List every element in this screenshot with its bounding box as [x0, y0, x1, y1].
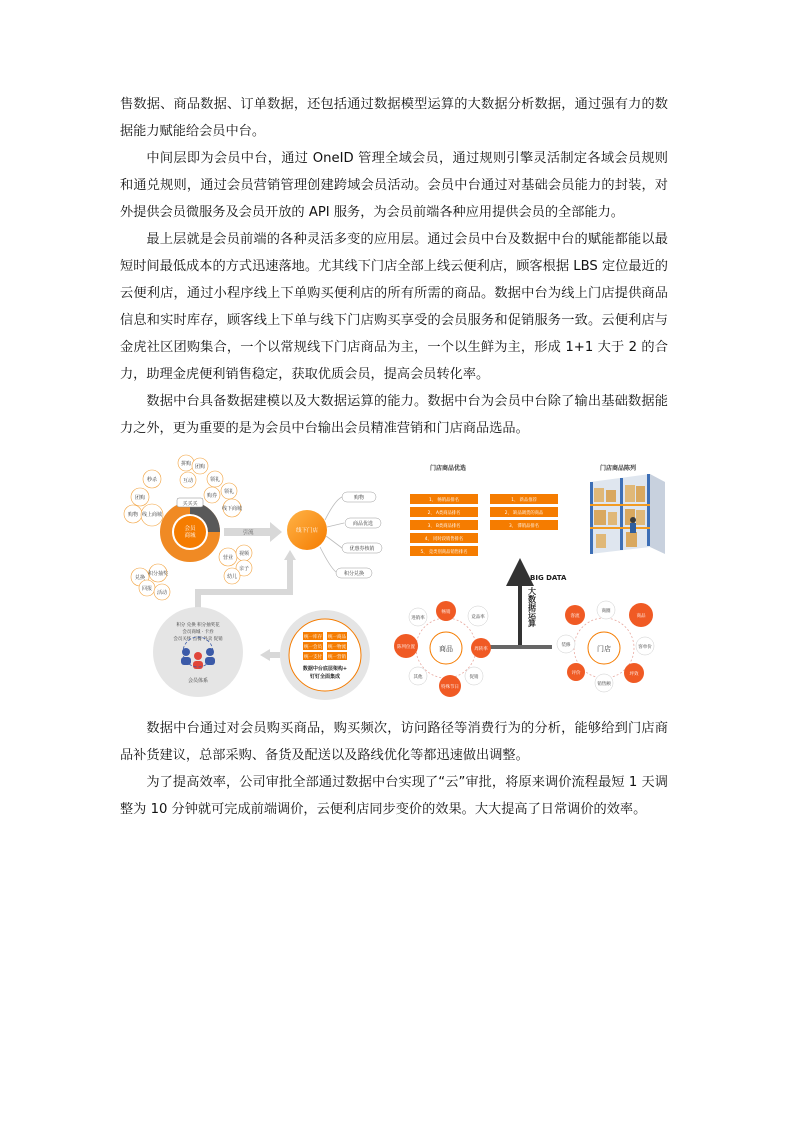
store-node: 商品 [636, 614, 646, 619]
bubble-text: 活动 [156, 590, 168, 596]
optimize-item: 3、 滞销品排名 [509, 524, 539, 529]
store-label: 线下门店 [295, 528, 319, 534]
optimize-item: 4、 同时段销售排名 [424, 537, 464, 542]
ring-label: 买买买 [182, 501, 198, 507]
unify-text: 统一会员 [304, 645, 322, 650]
paragraph-1: 售数据、商品数据、订单数据，还包括通过数据模型运算的大数据分析数据，通过强有力的数据能力赋能给会员中台。 [120, 97, 668, 139]
store-node: 装修 [561, 643, 571, 648]
bubble-text: 线下商城 [221, 506, 243, 512]
bubble-text: 购物 [127, 512, 139, 518]
goods-node: 畅销 [441, 610, 451, 615]
bubble-text: 购券 [206, 493, 218, 499]
unify-text: 统一商品 [328, 635, 346, 640]
bubble-text: 兑换 [134, 575, 146, 581]
text-section-bottom [120, 715, 668, 823]
store-node: 商圈 [601, 609, 611, 614]
core-label: 商城 [184, 533, 196, 539]
member-system-label: 会员体系 [187, 678, 209, 684]
goods-node: 促销 [469, 675, 479, 680]
bubble-text: 积分抽奖 [147, 571, 169, 577]
big-calc-label: 大数据运算 [527, 587, 537, 627]
bubble-text: 秒杀 [146, 477, 158, 483]
bubble-text: 幼儿 [226, 574, 238, 580]
unify-text: 统一物流 [328, 645, 346, 650]
unify-text: 统一库存 [304, 635, 322, 640]
optimize-item: 3、 B类商品排名 [427, 524, 461, 529]
bubble-text: 团购 [134, 495, 146, 501]
goods-node: 周转率 [474, 647, 488, 652]
big-data-diagram [394, 464, 665, 697]
figure-canvas [120, 452, 668, 712]
optimize-item: 2、 缺品调货的商品 [504, 511, 544, 516]
foundation-label: 数据中台底层架构+ [302, 666, 348, 672]
text-section-top [120, 91, 668, 442]
bubble-text: 互动 [182, 478, 194, 484]
member-tags: 会员商城 · 卡券 [182, 630, 214, 635]
unify-text: 统一支付 [304, 655, 322, 660]
bubble-text: 团购 [194, 464, 206, 470]
store-node: 坪效 [629, 672, 639, 677]
member-tags: 会员关怀 点餐 外卖 促销 [173, 637, 223, 642]
member-mall-diagram [124, 455, 382, 700]
store-node: 评价 [571, 671, 581, 676]
data-platform-figure [120, 452, 668, 712]
foundation-label: 钉钉全面集成 [309, 674, 341, 680]
member-tags: 积分 兑换 积分抽奖花 [176, 623, 220, 628]
bubble-text: 营业 [222, 555, 234, 561]
member-mall-core [174, 516, 206, 548]
goods-node: 其他 [413, 675, 423, 680]
goods-node: 竞品率 [471, 615, 485, 620]
optimize-item: 2、 A类商品排名 [427, 511, 461, 516]
goods-node: 陈列位置 [397, 645, 415, 650]
optimize-item: 1、 畅销品排名 [429, 498, 459, 503]
bubble-text: 视频 [238, 551, 250, 557]
big-data-label: BIG DATA [530, 574, 567, 582]
store-node: 销售额 [597, 682, 611, 687]
goods-hub-label: 商品 [439, 645, 453, 653]
arrow-label: 引流 [242, 530, 254, 536]
goods-node: 进销率 [411, 616, 425, 621]
bubble-text: 拼购 [180, 461, 192, 467]
optimize-item: 5、 竞类别商品销售排名 [420, 550, 468, 555]
warehouse-shelf-icon [590, 474, 665, 554]
paragraph-4: 数据中台具备数据建模以及大数据运算的能力。数据中台为会员中台除了输出基础数据能力之外，更为重要的是为会员中台输出会员精准营销和门店商品选品。 [120, 394, 668, 436]
output-text: 优惠券核销 [349, 546, 375, 552]
bubble-text: 回报 [141, 586, 153, 592]
paragraph-5: 数据中台通过对会员购买商品，购买频次，访问路径等消费行为的分析，能够给到门店商品补货建议，总部采购、备货及配送以及路线优化等都迅速做出调整。 [120, 721, 668, 763]
bubble-text: 领礼 [209, 477, 221, 483]
goods-node: 特殊节日 [441, 685, 459, 690]
store-node: 客单价 [638, 645, 652, 650]
bubble-text: 线上商城 [141, 512, 163, 518]
paragraph-6: 为了提高效率，公司审批全部通过数据中台实现了“云”审批，将原来调价流程最短 1 天调整为 10 分钟就可完成前端调价，云便利店同步变价的效果。大大提高了日常调价的效率。 [120, 775, 668, 817]
output-text: 商品优选 [352, 521, 374, 527]
optimize-title: 门店商品优选 [429, 465, 467, 472]
store-node: 客流 [570, 614, 580, 619]
core-label: 会员 [184, 526, 196, 532]
store-hub-label: 门店 [597, 645, 611, 653]
paragraph-2: 中间层即为会员中台，通过 OneID 管理全域会员，通过规则引擎灵活制定各域会员规则和通兑规则，通过会员营销管理创建跨域会员活动。会员中台通过对基础会员能力的封装，对外提供会员微服务及会员开放的 API 服务，为会员前端各种应用提供会员的全部能力。 [120, 151, 668, 220]
optimize-item: 1、 新品推荐 [511, 498, 537, 503]
bubble-text: 亲子 [238, 566, 250, 572]
display-title: 门店商品陈列 [599, 465, 637, 472]
output-text: 积分兑换 [343, 571, 365, 577]
output-text: 购物 [353, 495, 365, 501]
paragraph-3: 最上层就是会员前端的各种灵活多变的应用层。通过会员中台及数据中台的赋能都能以最短时间最低成本的方式迅速落地。尤其线下门店全部上线云便利店，顾客根据 LBS 定位最近的云便利店，通过小程序线上下单购买便利店的所有所需的商品。数据中台为线上门店提供商品信息和实时库存，顾客线上下单与线下门店购买享受的会员服务和促销服务一致。云便利店与金虎社区团购集合，一个以常规线下门店商品为主，一个以生鲜为主，形成 1+1 大于 2 的合力，助理金虎便利销售稳定，获取优质会员，提高会员转化率。 [120, 232, 668, 382]
bubble-text: 领礼 [223, 489, 235, 495]
unify-text: 统一营销 [328, 655, 346, 660]
